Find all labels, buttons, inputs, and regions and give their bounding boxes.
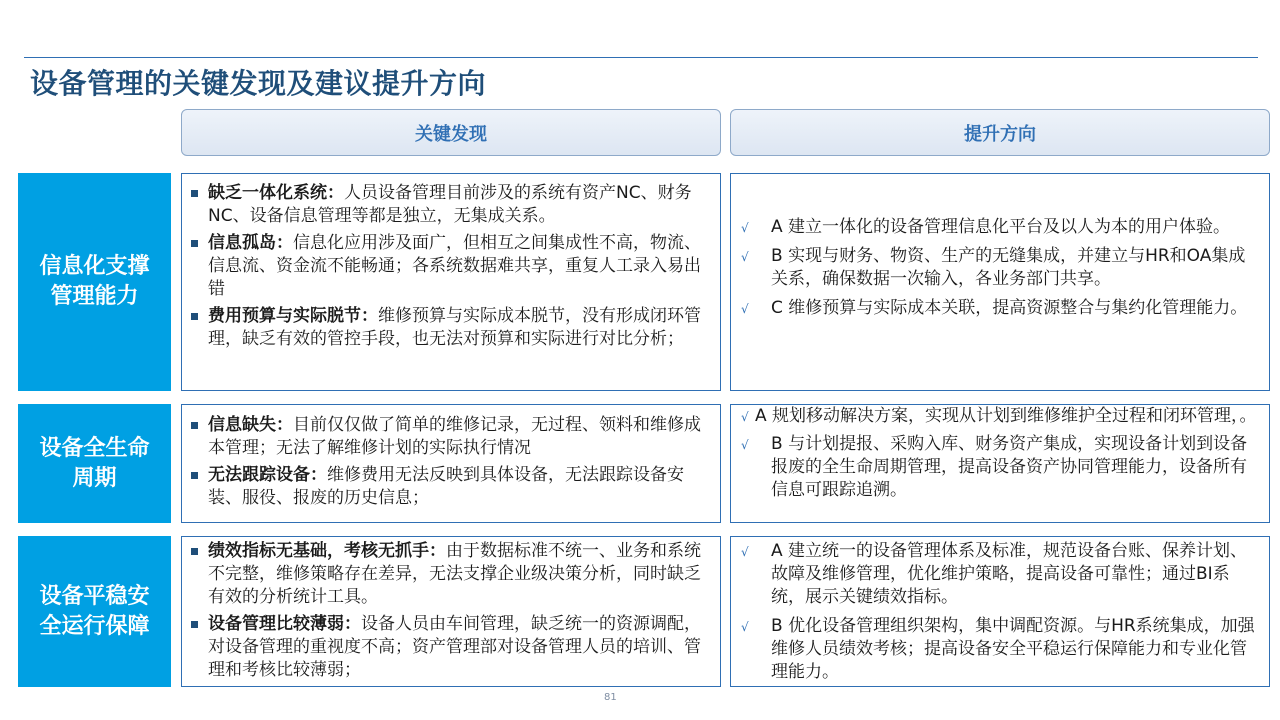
finding-text: 设备人员由车间管理，缺乏统一的资源调配，对设备管理的重视度不高；资产管理部对设备管理人员的培训、管理和考核比较薄弱； (208, 614, 701, 680)
row-label-line: 全运行保障 (39, 613, 150, 639)
finding-heading: 绩效指标无基础，考核无抓手： (208, 541, 446, 561)
direction-item (731, 297, 1259, 320)
direction-item (731, 433, 1259, 502)
square-bullet-icon (191, 240, 198, 247)
square-bullet-icon (191, 422, 198, 429)
square-bullet-icon (191, 472, 198, 479)
finding-item (182, 232, 710, 301)
square-bullet-icon (191, 190, 198, 197)
row-label-line: 周期 (72, 465, 117, 491)
direction-text: C 维修预算与实际成本关联，提高资源整合与集约化管理能力。 (771, 298, 1248, 318)
directions-cell-lifecycle (730, 404, 1270, 523)
direction-item (731, 540, 1259, 609)
finding-heading: 信息缺失： (208, 415, 293, 435)
row-label-line: 信息化支撑 (39, 254, 150, 279)
finding-text: 由于数据标准不统一、业务和系统不完整，维修策略存在差异，无法支撑企业级决策分析，同时缺乏有效的分析统计工具。 (208, 541, 701, 607)
finding-text: 维修预算与实际成本脱节，没有形成闭环管理，缺乏有效的管控手段，也无法对预算和实际进行对比分析； (208, 306, 701, 349)
finding-heading: 信息孤岛： (208, 233, 293, 253)
findings-cell-informatization (181, 173, 721, 391)
directions-cell-safe-operation (730, 536, 1270, 687)
row-label-informatization (18, 173, 171, 391)
finding-item (182, 182, 710, 228)
direction-text: B 与计划提报、采购入库、财务资产集成，实现设备计划到设备报废的全生命周期管理，提高设备资产协同管理能力，设备所有信息可跟踪追溯。 (771, 434, 1248, 500)
finding-text: 目前仅仅做了简单的维修记录，无过程、领料和维修成本管理；无法了解维修计划的实际执行情况 (208, 415, 701, 458)
square-bullet-icon (191, 621, 198, 628)
finding-heading: 设备管理比较薄弱： (208, 614, 361, 634)
check-icon: √ (741, 250, 749, 264)
square-bullet-icon (191, 548, 198, 555)
findings-cell-lifecycle (181, 404, 721, 523)
check-icon: √ (741, 410, 749, 424)
finding-heading: 无法跟踪设备： (208, 465, 327, 485)
finding-item (182, 414, 710, 460)
directions-cell-informatization (730, 173, 1270, 391)
slide-title: 设备管理的关键发现及建议提升方向 (30, 67, 487, 100)
row-label-line: 管理能力 (50, 284, 139, 309)
finding-text: 维修费用无法反映到具体设备，无法跟踪设备安装、服役、报废的历史信息； (208, 465, 684, 508)
finding-item (182, 464, 710, 510)
check-icon: √ (741, 438, 749, 452)
direction-text: A 规划移动解决方案，实现从计划到维修维护全过程和闭环管理，。 (755, 406, 1257, 426)
direction-text: A 建立统一的设备管理体系及标准，规范设备台账、保养计划、故障及维修管理，优化维护策略，提高设备可靠性；通过BI系统，展示关键绩效指标。 (771, 541, 1248, 607)
title-underline (24, 57, 1258, 58)
findings-header: 关键发现 (181, 109, 721, 156)
finding-text: 人员设备管理目前涉及的系统有资产NC、财务NC、设备信息管理等都是独立，无集成关系。 (208, 183, 692, 226)
direction-item (731, 615, 1259, 684)
finding-item (182, 305, 710, 351)
check-icon: √ (741, 221, 749, 235)
finding-item (182, 613, 710, 682)
check-icon: √ (741, 545, 749, 559)
finding-heading: 缺乏一体化系统： (208, 183, 344, 203)
check-icon: √ (741, 302, 749, 316)
row-label-line: 设备全生命 (39, 435, 150, 461)
findings-cell-safe-operation (181, 536, 721, 687)
directions-header: 提升方向 (730, 109, 1270, 156)
page-number: 81 (604, 692, 617, 703)
finding-item (182, 540, 710, 609)
finding-heading: 费用预算与实际脱节： (208, 306, 378, 326)
finding-text: 信息化应用涉及面广，但相互之间集成性不高，物流、信息流、资金流不能畅通；各系统数据难共享，重复人工录入易出错 (208, 233, 701, 299)
square-bullet-icon (191, 313, 198, 320)
row-label-lifecycle (18, 404, 171, 523)
direction-text: B 优化设备管理组织架构，集中调配资源。与HR系统集成，加强维修人员绩效考核；提高设备安全平稳运行保障能力和专业化管理能力。 (771, 616, 1255, 682)
direction-text: B 实现与财务、物资、生产的无缝集成，并建立与HR和OA集成关系，确保数据一次输入，各业务部门共享。 (771, 246, 1246, 289)
direction-item (731, 405, 1259, 428)
check-icon: √ (741, 620, 749, 634)
direction-item (731, 216, 1259, 239)
row-label-safe-operation (18, 536, 171, 687)
direction-text: A 建立一体化的设备管理信息化平台及以人为本的用户体验。 (771, 217, 1231, 237)
direction-item (731, 245, 1259, 291)
row-label-line: 设备平稳安 (39, 583, 150, 609)
